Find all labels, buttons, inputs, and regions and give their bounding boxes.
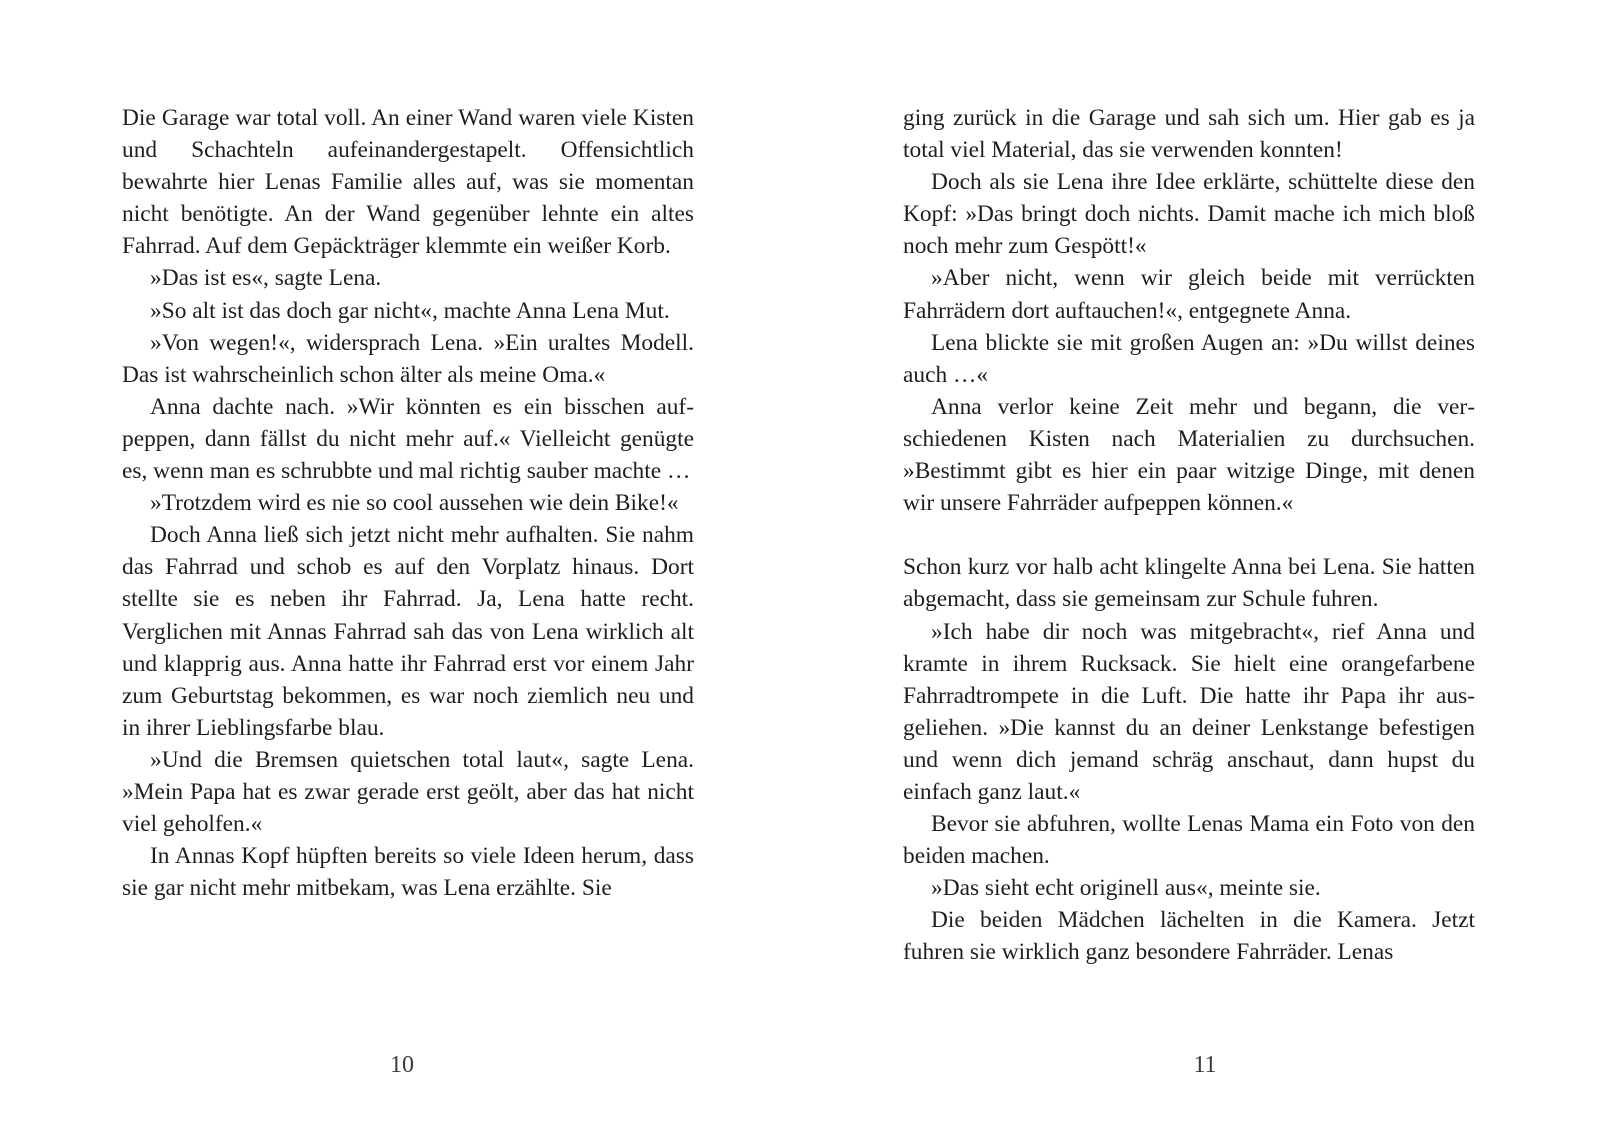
paragraph: »Trotzdem wird es nie so cool aussehen wie dein Bike!« xyxy=(150,490,679,517)
paragraph: Doch als sie Lena ihre Idee erklärte, schüttelte diese den Kopf: »Das bringt doch nichts. Damit mache ich mich bloß noch mehr zum Gespött!« xyxy=(903,169,1475,260)
paragraph: Bevor sie abfuhren, wollte Lenas Mama ein Foto von den beiden machen. xyxy=(903,811,1475,870)
page-number-right: 11 xyxy=(1193,1052,1217,1078)
left-page xyxy=(122,102,694,904)
paragraph: Die beiden Mädchen lächelten in die Kamera. Jetzt fuhren sie wirklich ganz besondere Fahrräder. Lenas xyxy=(903,907,1475,966)
paragraph: Anna dachte nach. »Wir könnten es ein bisschen aufpeppen, dann fällst du nicht mehr auf.« Vielleicht genügte es, wenn man es schrubbte und mal richtig sauber machte … xyxy=(122,393,694,485)
right-page-text xyxy=(903,102,1475,969)
paragraph: ging zurück in die Garage und sah sich um. Hier gab es ja total viel Material, das sie verwenden konnten! xyxy=(903,105,1475,164)
paragraph: In Annas Kopf hüpften bereits so viele Ideen herum, dass sie gar nicht mehr mitbekam, was Lena erzählte. Sie xyxy=(122,843,694,902)
paragraph: Lena blickte sie mit großen Augen an: »Du willst deines auch …« xyxy=(903,329,1475,388)
page-number-left: 10 xyxy=(390,1052,414,1078)
paragraph: »Das sieht echt originell aus«, meinte sie. xyxy=(931,875,1321,902)
paragraph: »Das ist es«, sagte Lena. xyxy=(150,265,382,292)
paragraph: »Und die Bremsen quietschen total laut«, sagte Lena. »Mein Papa hat es zwar gerade erst geölt, aber das hat nicht viel geholfen.« xyxy=(122,746,694,838)
section-start-paragraph: Schon kurz vor halb acht klingelte Anna bei Lena. Sie hatten abgemacht, dass sie gemeinsam zur Schule fuhren. xyxy=(903,554,1475,613)
paragraph: »Von wegen!«, widersprach Lena. »Ein uraltes Modell. Das ist wahrscheinlich schon älter als meine Oma.« xyxy=(122,329,694,388)
paragraph: »Ich habe dir noch was mitgebracht«, rief Anna und kramte in ihrem Rucksack. Sie hielt eine orangefarbene Fahrradtrompete in die Luft. Die hatte ihr Papa ihr ausgeliehen. »Die kannst du an deiner Lenkstange befestigen und wenn dich jemand schräg anschaut, dann hupst du einfach ganz laut.« xyxy=(903,618,1475,805)
paragraph: Doch Anna ließ sich jetzt nicht mehr aufhalten. Sie nahm das Fahrrad und schob es auf den Vorplatz hinaus. Dort stellte sie es neben ihr Fahrrad. Ja, Lena hatte recht. Verglichen mit Annas Fahrrad sah das von Lena wirklich alt und klapprig aus. Anna hatte ihr Fahrrad erst vor einem Jahr zum Geburtstag bekommen, es war noch ziemlich neu und in ihrer Lieblingsfarbe blau. xyxy=(122,522,694,741)
paragraph: »Aber nicht, wenn wir gleich beide mit verrückten Fahrrädern dort auftauchen!«, entgegnete Anna. xyxy=(903,265,1475,324)
paragraph: »So alt ist das doch gar nicht«, machte Anna Lena Mut. xyxy=(150,297,670,324)
right-page xyxy=(903,102,1475,969)
left-page-text xyxy=(122,102,694,904)
paragraph: Anna verlor keine Zeit mehr und begann, die verschiedenen Kisten nach Materialien zu durchsuchen. »Bestimmt gibt es hier ein paar witzige Dinge, mit denen wir unsere Fahrräder aufpeppen können.« xyxy=(903,393,1475,517)
paragraph: Die Garage war total voll. An einer Wand waren viele Kisten und Schachteln aufeinandergestapelt. Offensichtlich bewahrte hier Lenas Familie alles auf, was sie momentan nicht benötigte. An der Wand gegenüber lehnte ein altes Fahrrad. Auf dem Gepäckträger klemmte ein weißer Korb. xyxy=(122,105,694,260)
